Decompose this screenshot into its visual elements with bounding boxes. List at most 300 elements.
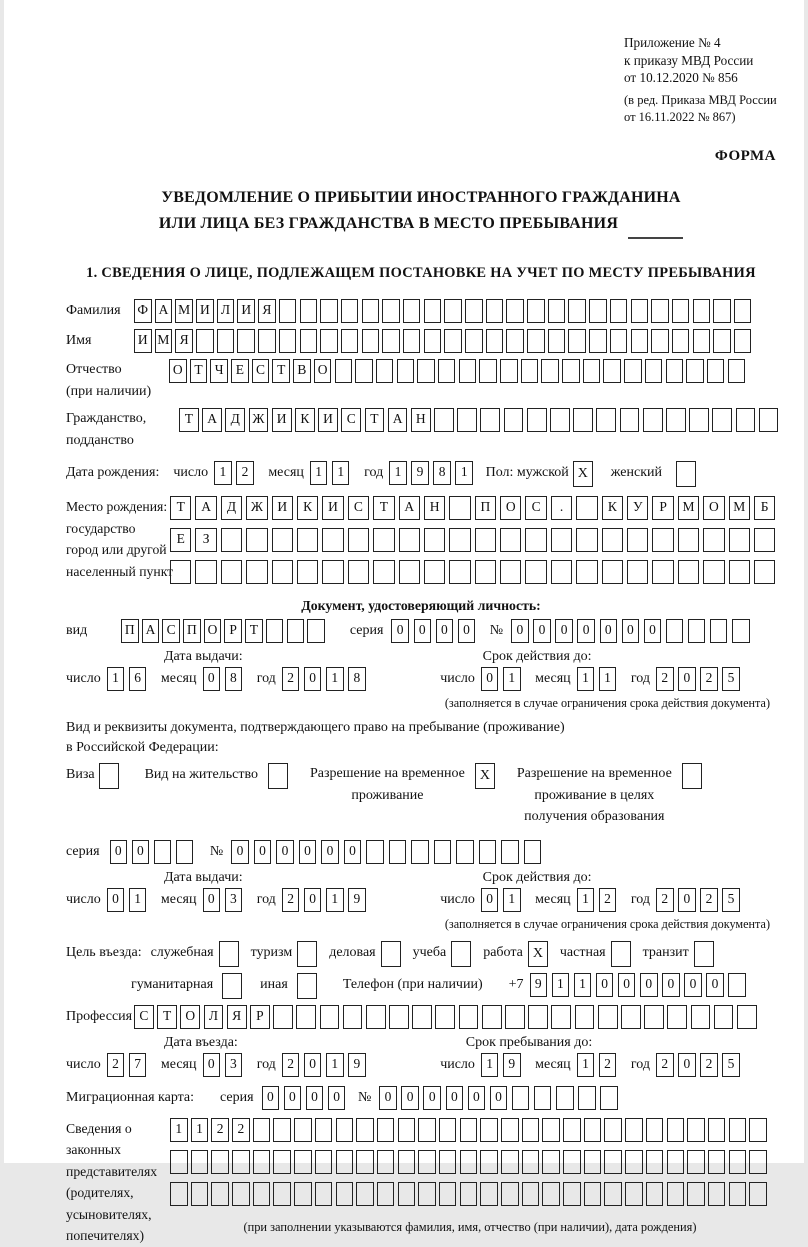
- char-cell[interactable]: [603, 359, 621, 383]
- char-cell[interactable]: [625, 1150, 643, 1174]
- char-cell[interactable]: [501, 1182, 519, 1206]
- char-cell[interactable]: [576, 560, 597, 584]
- char-cell[interactable]: 0: [577, 619, 595, 643]
- char-cell[interactable]: [322, 528, 343, 552]
- char-cell[interactable]: [500, 359, 518, 383]
- char-cell[interactable]: 0: [684, 973, 702, 997]
- char-cell[interactable]: 0: [262, 1086, 280, 1110]
- purpose-business-checkbox[interactable]: [219, 941, 239, 967]
- char-cell[interactable]: [170, 560, 191, 584]
- char-cell[interactable]: [749, 1182, 767, 1206]
- char-cell[interactable]: 0: [644, 619, 662, 643]
- char-cell[interactable]: [343, 1005, 363, 1029]
- char-cell[interactable]: И: [134, 329, 152, 353]
- char-cell[interactable]: 1: [577, 888, 595, 912]
- char-cell[interactable]: А: [155, 299, 173, 323]
- char-cell[interactable]: П: [183, 619, 201, 643]
- char-cell[interactable]: 9: [503, 1053, 521, 1077]
- char-cell[interactable]: 9: [411, 461, 429, 485]
- char-cell[interactable]: [300, 329, 318, 353]
- char-cell[interactable]: [348, 560, 369, 584]
- char-cell[interactable]: [479, 840, 497, 864]
- char-cell[interactable]: А: [195, 496, 216, 520]
- char-cell[interactable]: 0: [678, 667, 696, 691]
- char-cell[interactable]: [710, 619, 728, 643]
- char-cell[interactable]: [377, 1118, 395, 1142]
- char-cell[interactable]: [604, 1182, 622, 1206]
- char-cell[interactable]: 2: [232, 1118, 250, 1142]
- char-cell[interactable]: [465, 329, 483, 353]
- char-cell[interactable]: 0: [203, 667, 221, 691]
- char-cell[interactable]: [600, 1086, 618, 1110]
- char-cell[interactable]: [362, 299, 380, 323]
- char-cell[interactable]: [645, 359, 663, 383]
- char-cell[interactable]: [356, 1150, 374, 1174]
- char-cell[interactable]: [460, 1150, 478, 1174]
- char-cell[interactable]: [486, 299, 504, 323]
- char-cell[interactable]: 0: [401, 1086, 419, 1110]
- char-cell[interactable]: [625, 1118, 643, 1142]
- char-cell[interactable]: [479, 359, 497, 383]
- char-cell[interactable]: [501, 1150, 519, 1174]
- char-cell[interactable]: [583, 359, 601, 383]
- char-cell[interactable]: [729, 528, 750, 552]
- char-cell[interactable]: [435, 1005, 455, 1029]
- char-cell[interactable]: [602, 528, 623, 552]
- char-cell[interactable]: [366, 1005, 386, 1029]
- char-cell[interactable]: 0: [640, 973, 658, 997]
- char-cell[interactable]: 0: [511, 619, 529, 643]
- char-cell[interactable]: [398, 1150, 416, 1174]
- char-cell[interactable]: [703, 560, 724, 584]
- char-cell[interactable]: [678, 528, 699, 552]
- char-cell[interactable]: Ж: [249, 408, 269, 432]
- char-cell[interactable]: [279, 299, 297, 323]
- residence-permit-checkbox[interactable]: [268, 763, 288, 789]
- char-cell[interactable]: 0: [555, 619, 573, 643]
- char-cell[interactable]: [501, 1118, 519, 1142]
- char-cell[interactable]: [398, 1182, 416, 1206]
- char-cell[interactable]: [604, 1118, 622, 1142]
- char-cell[interactable]: [528, 1005, 548, 1029]
- char-cell[interactable]: [297, 560, 318, 584]
- char-cell[interactable]: [575, 1005, 595, 1029]
- char-cell[interactable]: [211, 1182, 229, 1206]
- char-cell[interactable]: 2: [282, 888, 300, 912]
- char-cell[interactable]: [666, 359, 684, 383]
- char-cell[interactable]: [596, 408, 616, 432]
- char-cell[interactable]: 1: [332, 461, 350, 485]
- char-cell[interactable]: [191, 1182, 209, 1206]
- char-cell[interactable]: [434, 840, 452, 864]
- char-cell[interactable]: [522, 1182, 540, 1206]
- char-cell[interactable]: [687, 1118, 705, 1142]
- char-cell[interactable]: [272, 560, 293, 584]
- char-cell[interactable]: 0: [481, 667, 499, 691]
- char-cell[interactable]: [729, 1118, 747, 1142]
- char-cell[interactable]: Р: [250, 1005, 270, 1029]
- char-cell[interactable]: [412, 1005, 432, 1029]
- edu-residence-permit-checkbox[interactable]: [682, 763, 702, 789]
- char-cell[interactable]: [336, 1150, 354, 1174]
- char-cell[interactable]: [598, 1005, 618, 1029]
- sex-female-checkbox[interactable]: [676, 461, 696, 487]
- char-cell[interactable]: [320, 299, 338, 323]
- char-cell[interactable]: [693, 299, 711, 323]
- char-cell[interactable]: [232, 1150, 250, 1174]
- purpose-private-checkbox[interactable]: [611, 941, 631, 967]
- char-cell[interactable]: Р: [652, 496, 673, 520]
- char-cell[interactable]: [389, 840, 407, 864]
- char-cell[interactable]: [551, 528, 572, 552]
- char-cell[interactable]: [232, 1182, 250, 1206]
- char-cell[interactable]: [500, 528, 521, 552]
- char-cell[interactable]: [296, 1005, 316, 1029]
- char-cell[interactable]: Р: [224, 619, 242, 643]
- char-cell[interactable]: [737, 1005, 757, 1029]
- char-cell[interactable]: [336, 1118, 354, 1142]
- char-cell[interactable]: [273, 1118, 291, 1142]
- char-cell[interactable]: Ч: [210, 359, 228, 383]
- char-cell[interactable]: [707, 359, 725, 383]
- char-cell[interactable]: [541, 359, 559, 383]
- char-cell[interactable]: [584, 1150, 602, 1174]
- char-cell[interactable]: [355, 359, 373, 383]
- char-cell[interactable]: [500, 560, 521, 584]
- char-cell[interactable]: [273, 1150, 291, 1174]
- char-cell[interactable]: М: [155, 329, 173, 353]
- char-cell[interactable]: 0: [678, 1053, 696, 1077]
- char-cell[interactable]: [176, 840, 194, 864]
- char-cell[interactable]: 0: [304, 667, 322, 691]
- purpose-humanitarian-checkbox[interactable]: [222, 973, 242, 999]
- char-cell[interactable]: [439, 1150, 457, 1174]
- char-cell[interactable]: [672, 299, 690, 323]
- char-cell[interactable]: З: [195, 528, 216, 552]
- char-cell[interactable]: С: [341, 408, 361, 432]
- char-cell[interactable]: [504, 408, 524, 432]
- char-cell[interactable]: О: [314, 359, 332, 383]
- char-cell[interactable]: И: [272, 408, 292, 432]
- char-cell[interactable]: [376, 359, 394, 383]
- char-cell[interactable]: 8: [433, 461, 451, 485]
- char-cell[interactable]: [221, 528, 242, 552]
- char-cell[interactable]: А: [388, 408, 408, 432]
- char-cell[interactable]: [273, 1005, 293, 1029]
- char-cell[interactable]: [373, 528, 394, 552]
- char-cell[interactable]: [389, 1005, 409, 1029]
- char-cell[interactable]: [687, 1150, 705, 1174]
- char-cell[interactable]: [417, 359, 435, 383]
- char-cell[interactable]: [486, 329, 504, 353]
- char-cell[interactable]: [525, 528, 546, 552]
- char-cell[interactable]: 8: [225, 667, 243, 691]
- char-cell[interactable]: [728, 973, 746, 997]
- char-cell[interactable]: 0: [304, 888, 322, 912]
- char-cell[interactable]: [734, 299, 752, 323]
- char-cell[interactable]: [625, 1182, 643, 1206]
- char-cell[interactable]: [610, 329, 628, 353]
- char-cell[interactable]: М: [678, 496, 699, 520]
- char-cell[interactable]: Т: [245, 619, 263, 643]
- char-cell[interactable]: [307, 619, 325, 643]
- char-cell[interactable]: [348, 528, 369, 552]
- char-cell[interactable]: А: [142, 619, 160, 643]
- char-cell[interactable]: 1: [191, 1118, 209, 1142]
- char-cell[interactable]: [475, 560, 496, 584]
- char-cell[interactable]: [729, 560, 750, 584]
- char-cell[interactable]: 9: [348, 888, 366, 912]
- char-cell[interactable]: [170, 1182, 188, 1206]
- char-cell[interactable]: К: [297, 496, 318, 520]
- visa-checkbox[interactable]: [99, 763, 119, 789]
- char-cell[interactable]: [631, 299, 649, 323]
- char-cell[interactable]: [294, 1118, 312, 1142]
- char-cell[interactable]: [651, 299, 669, 323]
- char-cell[interactable]: М: [729, 496, 750, 520]
- char-cell[interactable]: 0: [304, 1053, 322, 1077]
- char-cell[interactable]: С: [348, 496, 369, 520]
- char-cell[interactable]: [620, 408, 640, 432]
- char-cell[interactable]: 0: [596, 973, 614, 997]
- char-cell[interactable]: [689, 408, 709, 432]
- char-cell[interactable]: 6: [129, 667, 147, 691]
- char-cell[interactable]: [512, 1086, 530, 1110]
- char-cell[interactable]: [341, 299, 359, 323]
- char-cell[interactable]: [505, 1005, 525, 1029]
- char-cell[interactable]: [667, 1118, 685, 1142]
- char-cell[interactable]: [729, 1150, 747, 1174]
- char-cell[interactable]: [480, 1182, 498, 1206]
- char-cell[interactable]: Т: [157, 1005, 177, 1029]
- char-cell[interactable]: 9: [348, 1053, 366, 1077]
- char-cell[interactable]: [686, 359, 704, 383]
- char-cell[interactable]: [320, 329, 338, 353]
- char-cell[interactable]: [712, 408, 732, 432]
- char-cell[interactable]: [399, 528, 420, 552]
- char-cell[interactable]: [646, 1150, 664, 1174]
- char-cell[interactable]: [418, 1182, 436, 1206]
- char-cell[interactable]: [551, 1005, 571, 1029]
- char-cell[interactable]: Т: [373, 496, 394, 520]
- char-cell[interactable]: [576, 496, 597, 520]
- purpose-transit-checkbox[interactable]: [694, 941, 714, 967]
- char-cell[interactable]: [221, 560, 242, 584]
- char-cell[interactable]: [480, 1118, 498, 1142]
- char-cell[interactable]: [444, 329, 462, 353]
- char-cell[interactable]: 1: [574, 973, 592, 997]
- char-cell[interactable]: [573, 408, 593, 432]
- char-cell[interactable]: [449, 560, 470, 584]
- char-cell[interactable]: [714, 1005, 734, 1029]
- char-cell[interactable]: 0: [423, 1086, 441, 1110]
- char-cell[interactable]: [672, 329, 690, 353]
- char-cell[interactable]: [480, 1150, 498, 1174]
- char-cell[interactable]: [578, 1086, 596, 1110]
- char-cell[interactable]: [548, 299, 566, 323]
- char-cell[interactable]: 1: [455, 461, 473, 485]
- char-cell[interactable]: [589, 329, 607, 353]
- char-cell[interactable]: [258, 329, 276, 353]
- char-cell[interactable]: Т: [190, 359, 208, 383]
- char-cell[interactable]: Я: [258, 299, 276, 323]
- char-cell[interactable]: [460, 1182, 478, 1206]
- char-cell[interactable]: 0: [344, 840, 362, 864]
- char-cell[interactable]: [550, 408, 570, 432]
- char-cell[interactable]: Е: [231, 359, 249, 383]
- char-cell[interactable]: [621, 1005, 641, 1029]
- char-cell[interactable]: 0: [414, 619, 432, 643]
- char-cell[interactable]: 1: [310, 461, 328, 485]
- char-cell[interactable]: [678, 560, 699, 584]
- char-cell[interactable]: Т: [170, 496, 191, 520]
- char-cell[interactable]: [525, 560, 546, 584]
- char-cell[interactable]: [154, 840, 172, 864]
- char-cell[interactable]: 0: [284, 1086, 302, 1110]
- char-cell[interactable]: [457, 408, 477, 432]
- char-cell[interactable]: [708, 1118, 726, 1142]
- char-cell[interactable]: С: [252, 359, 270, 383]
- char-cell[interactable]: О: [180, 1005, 200, 1029]
- char-cell[interactable]: 1: [326, 1053, 344, 1077]
- purpose-study-checkbox[interactable]: [451, 941, 471, 967]
- char-cell[interactable]: [418, 1150, 436, 1174]
- char-cell[interactable]: Б: [754, 496, 775, 520]
- char-cell[interactable]: [527, 299, 545, 323]
- char-cell[interactable]: [482, 1005, 502, 1029]
- char-cell[interactable]: [602, 560, 623, 584]
- char-cell[interactable]: [253, 1150, 271, 1174]
- char-cell[interactable]: [460, 1118, 478, 1142]
- char-cell[interactable]: [424, 528, 445, 552]
- char-cell[interactable]: [475, 528, 496, 552]
- char-cell[interactable]: Н: [424, 496, 445, 520]
- char-cell[interactable]: 0: [458, 619, 476, 643]
- char-cell[interactable]: [728, 359, 746, 383]
- char-cell[interactable]: 1: [503, 888, 521, 912]
- char-cell[interactable]: [667, 1150, 685, 1174]
- char-cell[interactable]: [253, 1118, 271, 1142]
- char-cell[interactable]: С: [134, 1005, 154, 1029]
- char-cell[interactable]: С: [525, 496, 546, 520]
- char-cell[interactable]: 2: [656, 1053, 674, 1077]
- char-cell[interactable]: [434, 408, 454, 432]
- char-cell[interactable]: Я: [175, 329, 193, 353]
- char-cell[interactable]: [548, 329, 566, 353]
- char-cell[interactable]: [713, 329, 731, 353]
- char-cell[interactable]: [294, 1150, 312, 1174]
- char-cell[interactable]: [382, 299, 400, 323]
- char-cell[interactable]: [627, 528, 648, 552]
- char-cell[interactable]: 0: [468, 1086, 486, 1110]
- purpose-tourism-checkbox[interactable]: [297, 941, 317, 967]
- char-cell[interactable]: Д: [221, 496, 242, 520]
- char-cell[interactable]: [542, 1150, 560, 1174]
- sex-male-checkbox[interactable]: X: [573, 461, 593, 487]
- char-cell[interactable]: [320, 1005, 340, 1029]
- char-cell[interactable]: 0: [254, 840, 272, 864]
- char-cell[interactable]: 2: [236, 461, 254, 485]
- char-cell[interactable]: [362, 329, 380, 353]
- char-cell[interactable]: 5: [722, 1053, 740, 1077]
- char-cell[interactable]: [465, 299, 483, 323]
- char-cell[interactable]: Т: [365, 408, 385, 432]
- char-cell[interactable]: 2: [599, 1053, 617, 1077]
- char-cell[interactable]: [373, 560, 394, 584]
- char-cell[interactable]: 1: [326, 667, 344, 691]
- char-cell[interactable]: [439, 1182, 457, 1206]
- char-cell[interactable]: 9: [530, 973, 548, 997]
- char-cell[interactable]: [542, 1182, 560, 1206]
- char-cell[interactable]: [703, 528, 724, 552]
- char-cell[interactable]: [708, 1150, 726, 1174]
- char-cell[interactable]: 2: [599, 888, 617, 912]
- char-cell[interactable]: [524, 840, 542, 864]
- temp-residence-permit-checkbox[interactable]: X: [475, 763, 495, 789]
- char-cell[interactable]: 0: [132, 840, 150, 864]
- char-cell[interactable]: [315, 1182, 333, 1206]
- char-cell[interactable]: 0: [299, 840, 317, 864]
- char-cell[interactable]: [542, 1118, 560, 1142]
- char-cell[interactable]: [341, 329, 359, 353]
- char-cell[interactable]: 5: [722, 667, 740, 691]
- char-cell[interactable]: [315, 1118, 333, 1142]
- char-cell[interactable]: [749, 1150, 767, 1174]
- char-cell[interactable]: Д: [225, 408, 245, 432]
- char-cell[interactable]: [399, 560, 420, 584]
- char-cell[interactable]: 0: [321, 840, 339, 864]
- char-cell[interactable]: [667, 1182, 685, 1206]
- char-cell[interactable]: [652, 528, 673, 552]
- char-cell[interactable]: 0: [379, 1086, 397, 1110]
- char-cell[interactable]: 1: [170, 1118, 188, 1142]
- char-cell[interactable]: [335, 359, 353, 383]
- char-cell[interactable]: П: [475, 496, 496, 520]
- char-cell[interactable]: 8: [348, 667, 366, 691]
- char-cell[interactable]: [279, 329, 297, 353]
- char-cell[interactable]: 2: [656, 888, 674, 912]
- char-cell[interactable]: [522, 1118, 540, 1142]
- char-cell[interactable]: А: [399, 496, 420, 520]
- char-cell[interactable]: [556, 1086, 574, 1110]
- char-cell[interactable]: И: [272, 496, 293, 520]
- char-cell[interactable]: [551, 560, 572, 584]
- char-cell[interactable]: 0: [622, 619, 640, 643]
- char-cell[interactable]: Л: [204, 1005, 224, 1029]
- char-cell[interactable]: [398, 1118, 416, 1142]
- char-cell[interactable]: 1: [129, 888, 147, 912]
- char-cell[interactable]: [315, 1150, 333, 1174]
- purpose-commercial-checkbox[interactable]: [381, 941, 401, 967]
- char-cell[interactable]: [688, 619, 706, 643]
- char-cell[interactable]: [459, 1005, 479, 1029]
- char-cell[interactable]: 0: [436, 619, 454, 643]
- char-cell[interactable]: [266, 619, 284, 643]
- char-cell[interactable]: [693, 329, 711, 353]
- char-cell[interactable]: [568, 329, 586, 353]
- char-cell[interactable]: .: [551, 496, 572, 520]
- char-cell[interactable]: [506, 299, 524, 323]
- char-cell[interactable]: [627, 560, 648, 584]
- char-cell[interactable]: С: [162, 619, 180, 643]
- char-cell[interactable]: [246, 560, 267, 584]
- char-cell[interactable]: 0: [490, 1086, 508, 1110]
- char-cell[interactable]: [246, 528, 267, 552]
- char-cell[interactable]: [506, 329, 524, 353]
- char-cell[interactable]: 0: [231, 840, 249, 864]
- char-cell[interactable]: 1: [389, 461, 407, 485]
- char-cell[interactable]: [195, 560, 216, 584]
